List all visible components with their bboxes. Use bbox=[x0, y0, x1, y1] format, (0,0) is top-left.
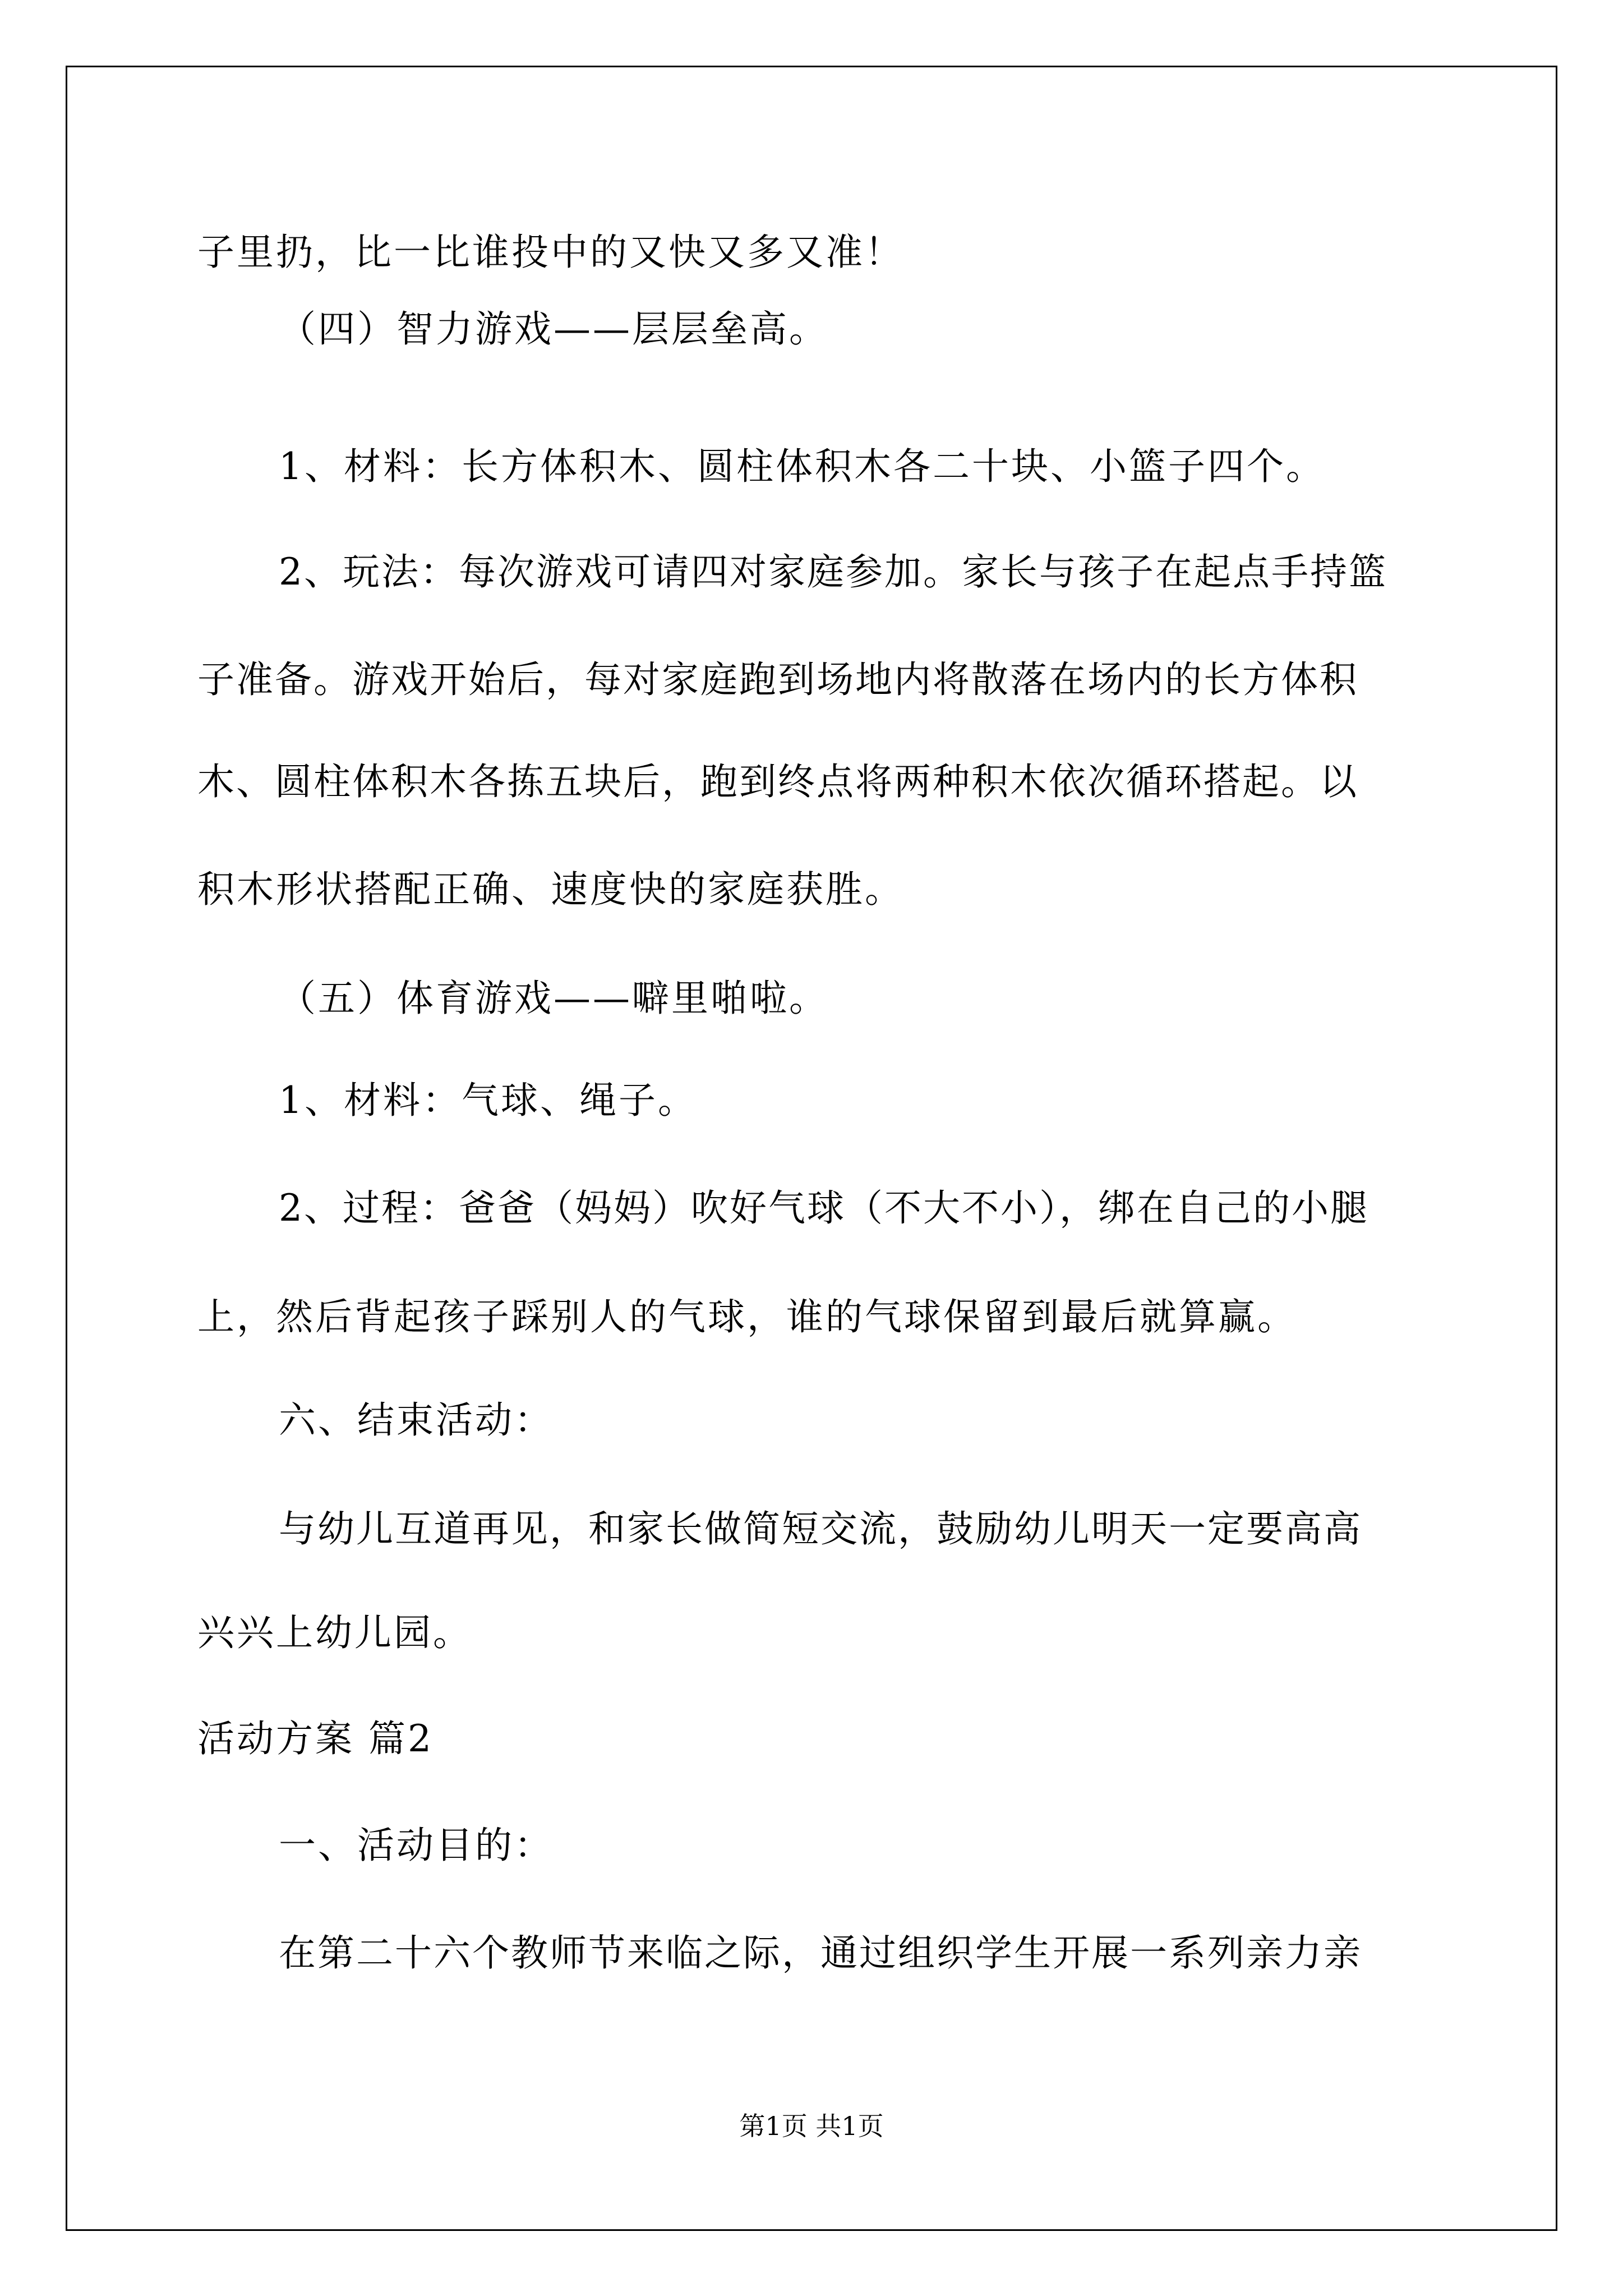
paragraph-line: （四）智力游戏——层层垒高。 bbox=[279, 307, 828, 351]
paragraph-line: 木、圆柱体积木各拣五块后，跑到终点将两种积木依次循环搭起。以 bbox=[197, 760, 1358, 803]
paragraph-line: 2、玩法：每次游戏可请四对家庭参加。家长与孩子在起点手持篮 bbox=[279, 550, 1387, 593]
paragraph-line: 子里扔，比一比谁投中的又快又多又准！ bbox=[197, 231, 904, 274]
paragraph-line: （五）体育游戏——噼里啪啦。 bbox=[279, 977, 828, 1020]
article-heading: 活动方案 篇2 bbox=[197, 1717, 434, 1760]
paragraph-line: 1、材料：气球、绳子。 bbox=[279, 1079, 697, 1122]
paragraph-line: 2、过程：爸爸（妈妈）吹好气球（不大不小），绑在自己的小腿 bbox=[279, 1186, 1369, 1230]
page-footer: 第1页 共1页 bbox=[739, 2111, 884, 2141]
paragraph-line: 子准备。游戏开始后，每对家庭跑到场地内将散落在场内的长方体积 bbox=[197, 658, 1358, 701]
section-heading: 一、活动目的： bbox=[279, 1824, 554, 1867]
section-heading: 六、结束活动： bbox=[279, 1398, 554, 1442]
paragraph-line: 积木形状搭配正确、速度快的家庭获胜。 bbox=[197, 868, 904, 911]
paragraph-line: 兴兴上幼儿园。 bbox=[197, 1611, 472, 1654]
paragraph-line: 上，然后背起孩子踩别人的气球，谁的气球保留到最后就算赢。 bbox=[197, 1295, 1297, 1338]
paragraph-line: 与幼儿互道再见，和家长做简短交流，鼓励幼儿明天一定要高高 bbox=[279, 1507, 1362, 1550]
paragraph-line: 1、材料：长方体积木、圆柱体积木各二十块、小篮子四个。 bbox=[279, 445, 1325, 488]
page-border bbox=[66, 66, 1557, 2231]
paragraph-line: 在第二十六个教师节来临之际，通过组织学生开展一系列亲力亲 bbox=[279, 1931, 1362, 1975]
